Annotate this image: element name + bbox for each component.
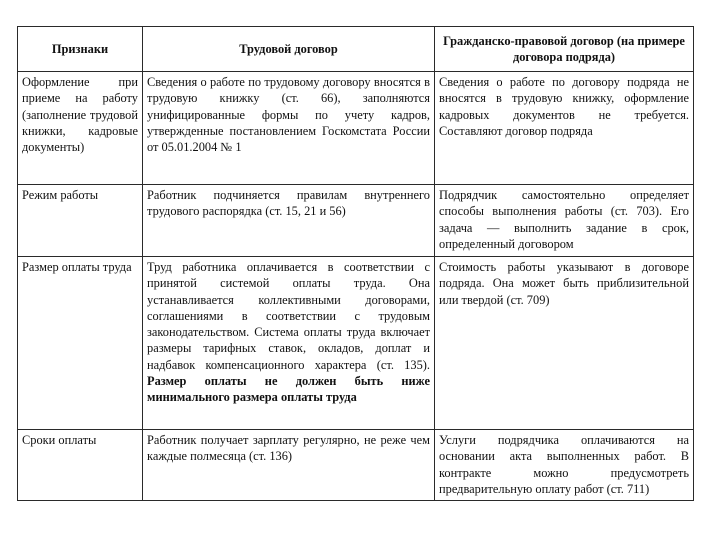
feature-cell: Режим работы — [18, 185, 143, 257]
labor-cell: Работник получает зарплату регулярно, не реже чем каждые полмесяца (ст. 136) — [143, 430, 435, 501]
labor-pay-text: Труд работника оплачивается в соответствии с принятой системой оплаты труда. Она устанавливается коллективными договорами, соглашениями в соответствии с трудовым законодательством. Система оплаты труда включает размеры тарифных ставок, окладов, доплат и надбавок компенсационного характера (ст. 135). — [147, 260, 430, 372]
labor-cell: Работник подчиняется правилам внутреннего трудового распорядка (ст. 15, 21 и 56) — [143, 185, 435, 257]
feature-cell: Оформление при приеме на работу (заполнение трудовой книжки, кадровые документы) — [18, 72, 143, 185]
feature-cell: Сроки оплаты — [18, 430, 143, 501]
header-features: Признаки — [18, 27, 143, 72]
table-row — [18, 185, 694, 257]
civil-cell: Услуги подрядчика оплачиваются на основании акта выполненных работ. В контракте можно предусмотреть предварительную оплату работ (ст. 711) — [435, 430, 694, 501]
minimum-wage-note: Размер оплаты не должен быть ниже минимального размера оплаты труда — [147, 374, 430, 405]
comparison-table-container — [17, 26, 693, 501]
civil-cell: Подрядчик самостоятельно определяет способы выполнения работы (ст. 703). Его задача — выполнить задание в срок, определенный договором — [435, 185, 694, 257]
table-row — [18, 430, 694, 501]
labor-cell: Сведения о работе по трудовому договору вносятся в трудовую книжку (ст. 66), заполняются унифицированные формы по учету кадров, утвержденные постановлением Госкомстата России от 05.01.2004 № 1 — [143, 72, 435, 185]
civil-cell: Сведения о работе по договору подряда не вносятся в трудовую книжку, оформление кадровых документов не требуется. Составляют договор подряда — [435, 72, 694, 185]
feature-cell: Размер оплаты труда — [18, 257, 143, 430]
table-row — [18, 257, 694, 430]
civil-cell: Стоимость работы указывают в договоре подряда. Она может быть приблизительной или твердой (ст. 709) — [435, 257, 694, 430]
header-civil-contract: Гражданско-правовой договор (на примере договора подряда) — [435, 27, 694, 72]
table-row — [18, 72, 694, 185]
table-header-row — [18, 27, 694, 72]
comparison-table — [17, 26, 694, 501]
header-labor-contract: Трудовой договор — [143, 27, 435, 72]
labor-cell — [143, 257, 435, 430]
